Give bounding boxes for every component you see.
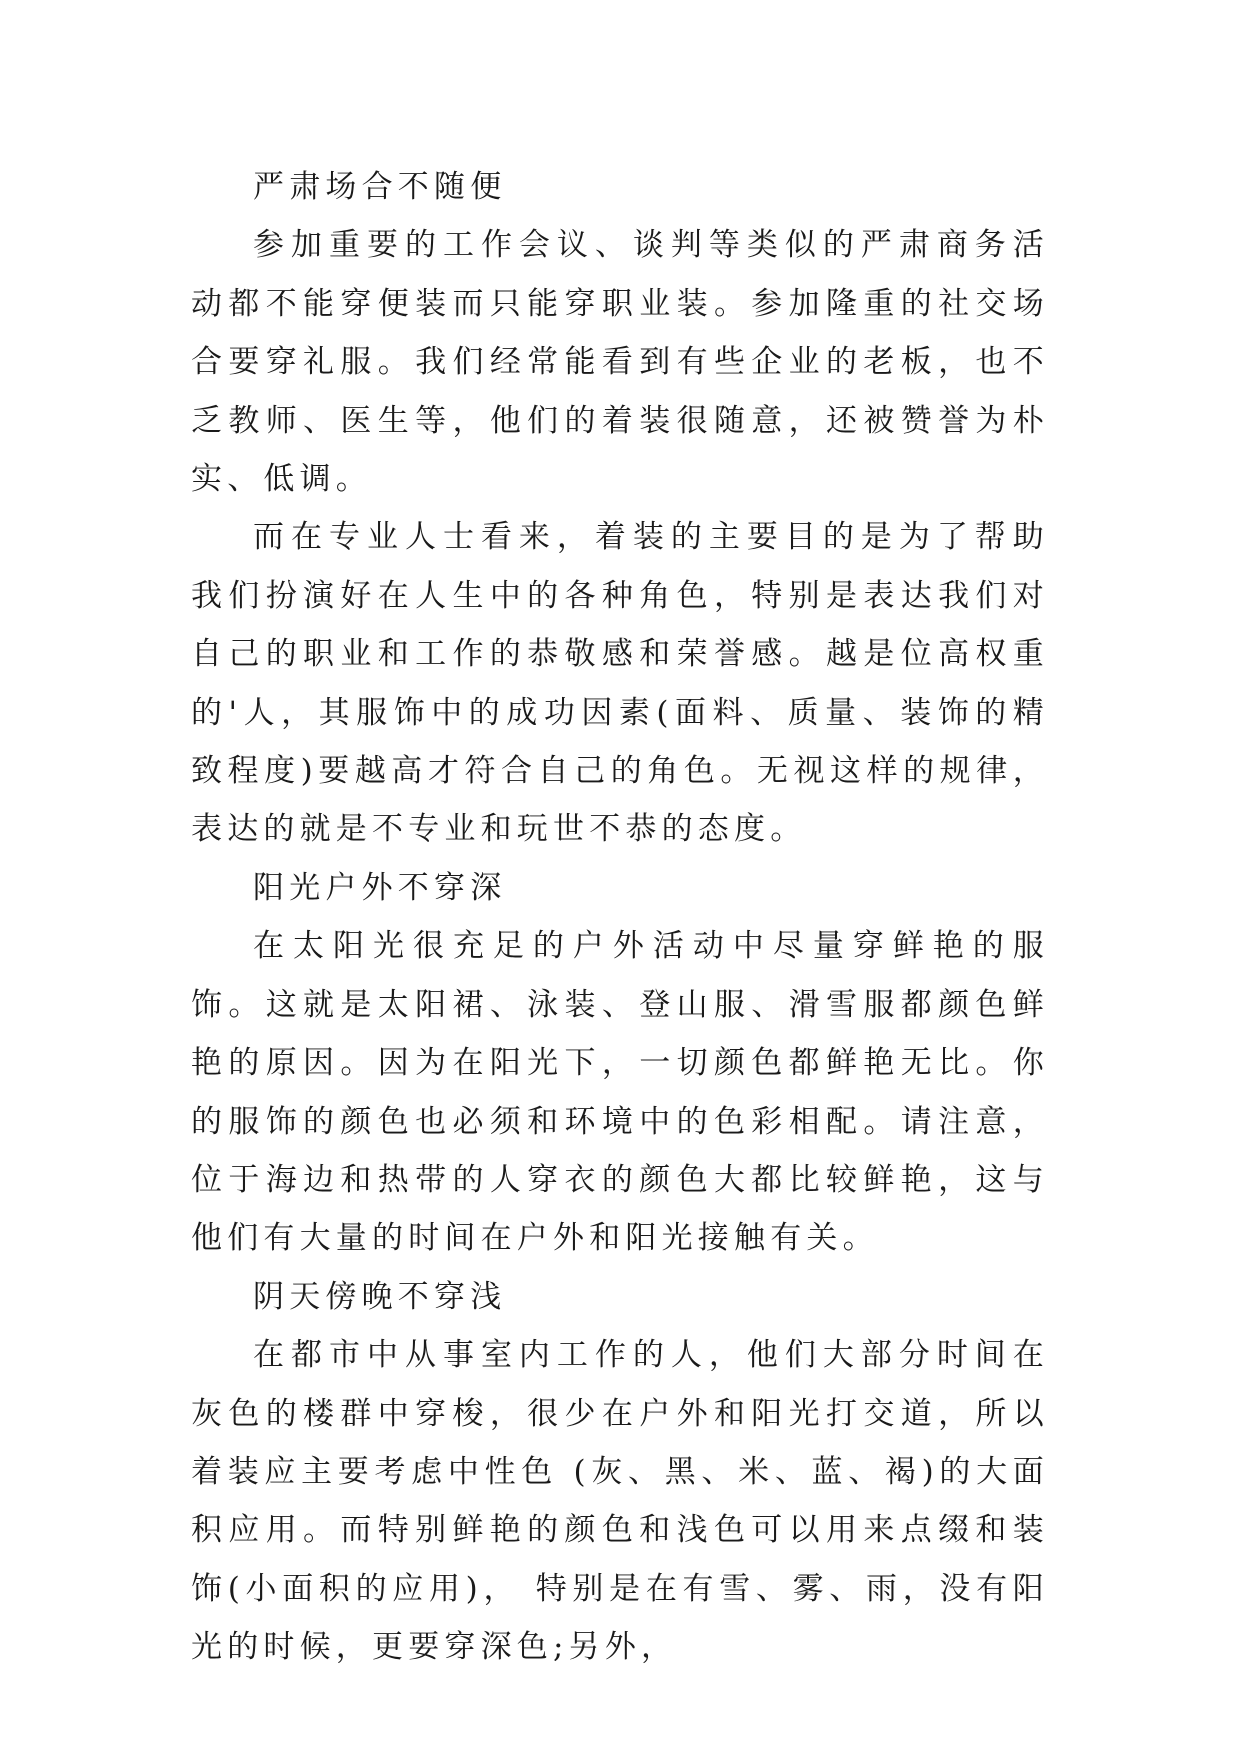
document-body bbox=[191, 158, 1049, 1677]
section-heading-formal: 严肃场合不随便 bbox=[253, 169, 507, 205]
paragraph-sunny: 在太阳光很充足的户外活动中尽量穿鲜艳的服饰。这就是太阳裙、泳装、登山服、滑雪服都颜色鲜艳的原因。因为在阳光下，一切颜色都鲜艳无比。你的服饰的颜色也必须和环境中的色彩相配。请注意，位于海边和热带的人穿衣的颜色大都比较鲜艳，这与他们有大量的时间在户外和阳光接触有关。 bbox=[191, 928, 1049, 1257]
paragraph-cloudy: 在都市中从事室内工作的人，他们大部分时间在灰色的楼群中穿梭，很少在户外和阳光打交道，所以着装应主要考虑中性色 (灰、黑、米、蓝、褐)的大面积应用。而特别鲜艳的颜色和浅色可以用来点缀和装饰(小面积的应用)， 特别是在有雪、雾、雨，没有阳光的时候，更要穿深色;另外， bbox=[191, 1337, 1049, 1666]
paragraph-formal-2: 而在专业人士看来，着装的主要目的是为了帮助我们扮演好在人生中的各种角色，特别是表达我们对自己的职业和工作的恭敬感和荣誉感。越是位高权重的'人，其服饰中的成功因素(面料、质量、装饰的精致程度)要越高才符合自己的角色。无视这样的规律，表达的就是不专业和玩世不恭的态度。 bbox=[191, 519, 1049, 848]
section-heading-cloudy: 阴天傍晚不穿浅 bbox=[253, 1278, 507, 1315]
paragraph-formal-1: 参加重要的工作会议、谈判等类似的严肃商务活动都不能穿便装而只能穿职业装。参加隆重的社交场合要穿礼服。我们经常能看到有些企业的老板，也不乏教师、医生等，他们的着装很随意，还被赞誉为朴实、低调。 bbox=[191, 227, 1049, 498]
section-heading-sunny: 阳光户外不穿深 bbox=[253, 869, 507, 906]
